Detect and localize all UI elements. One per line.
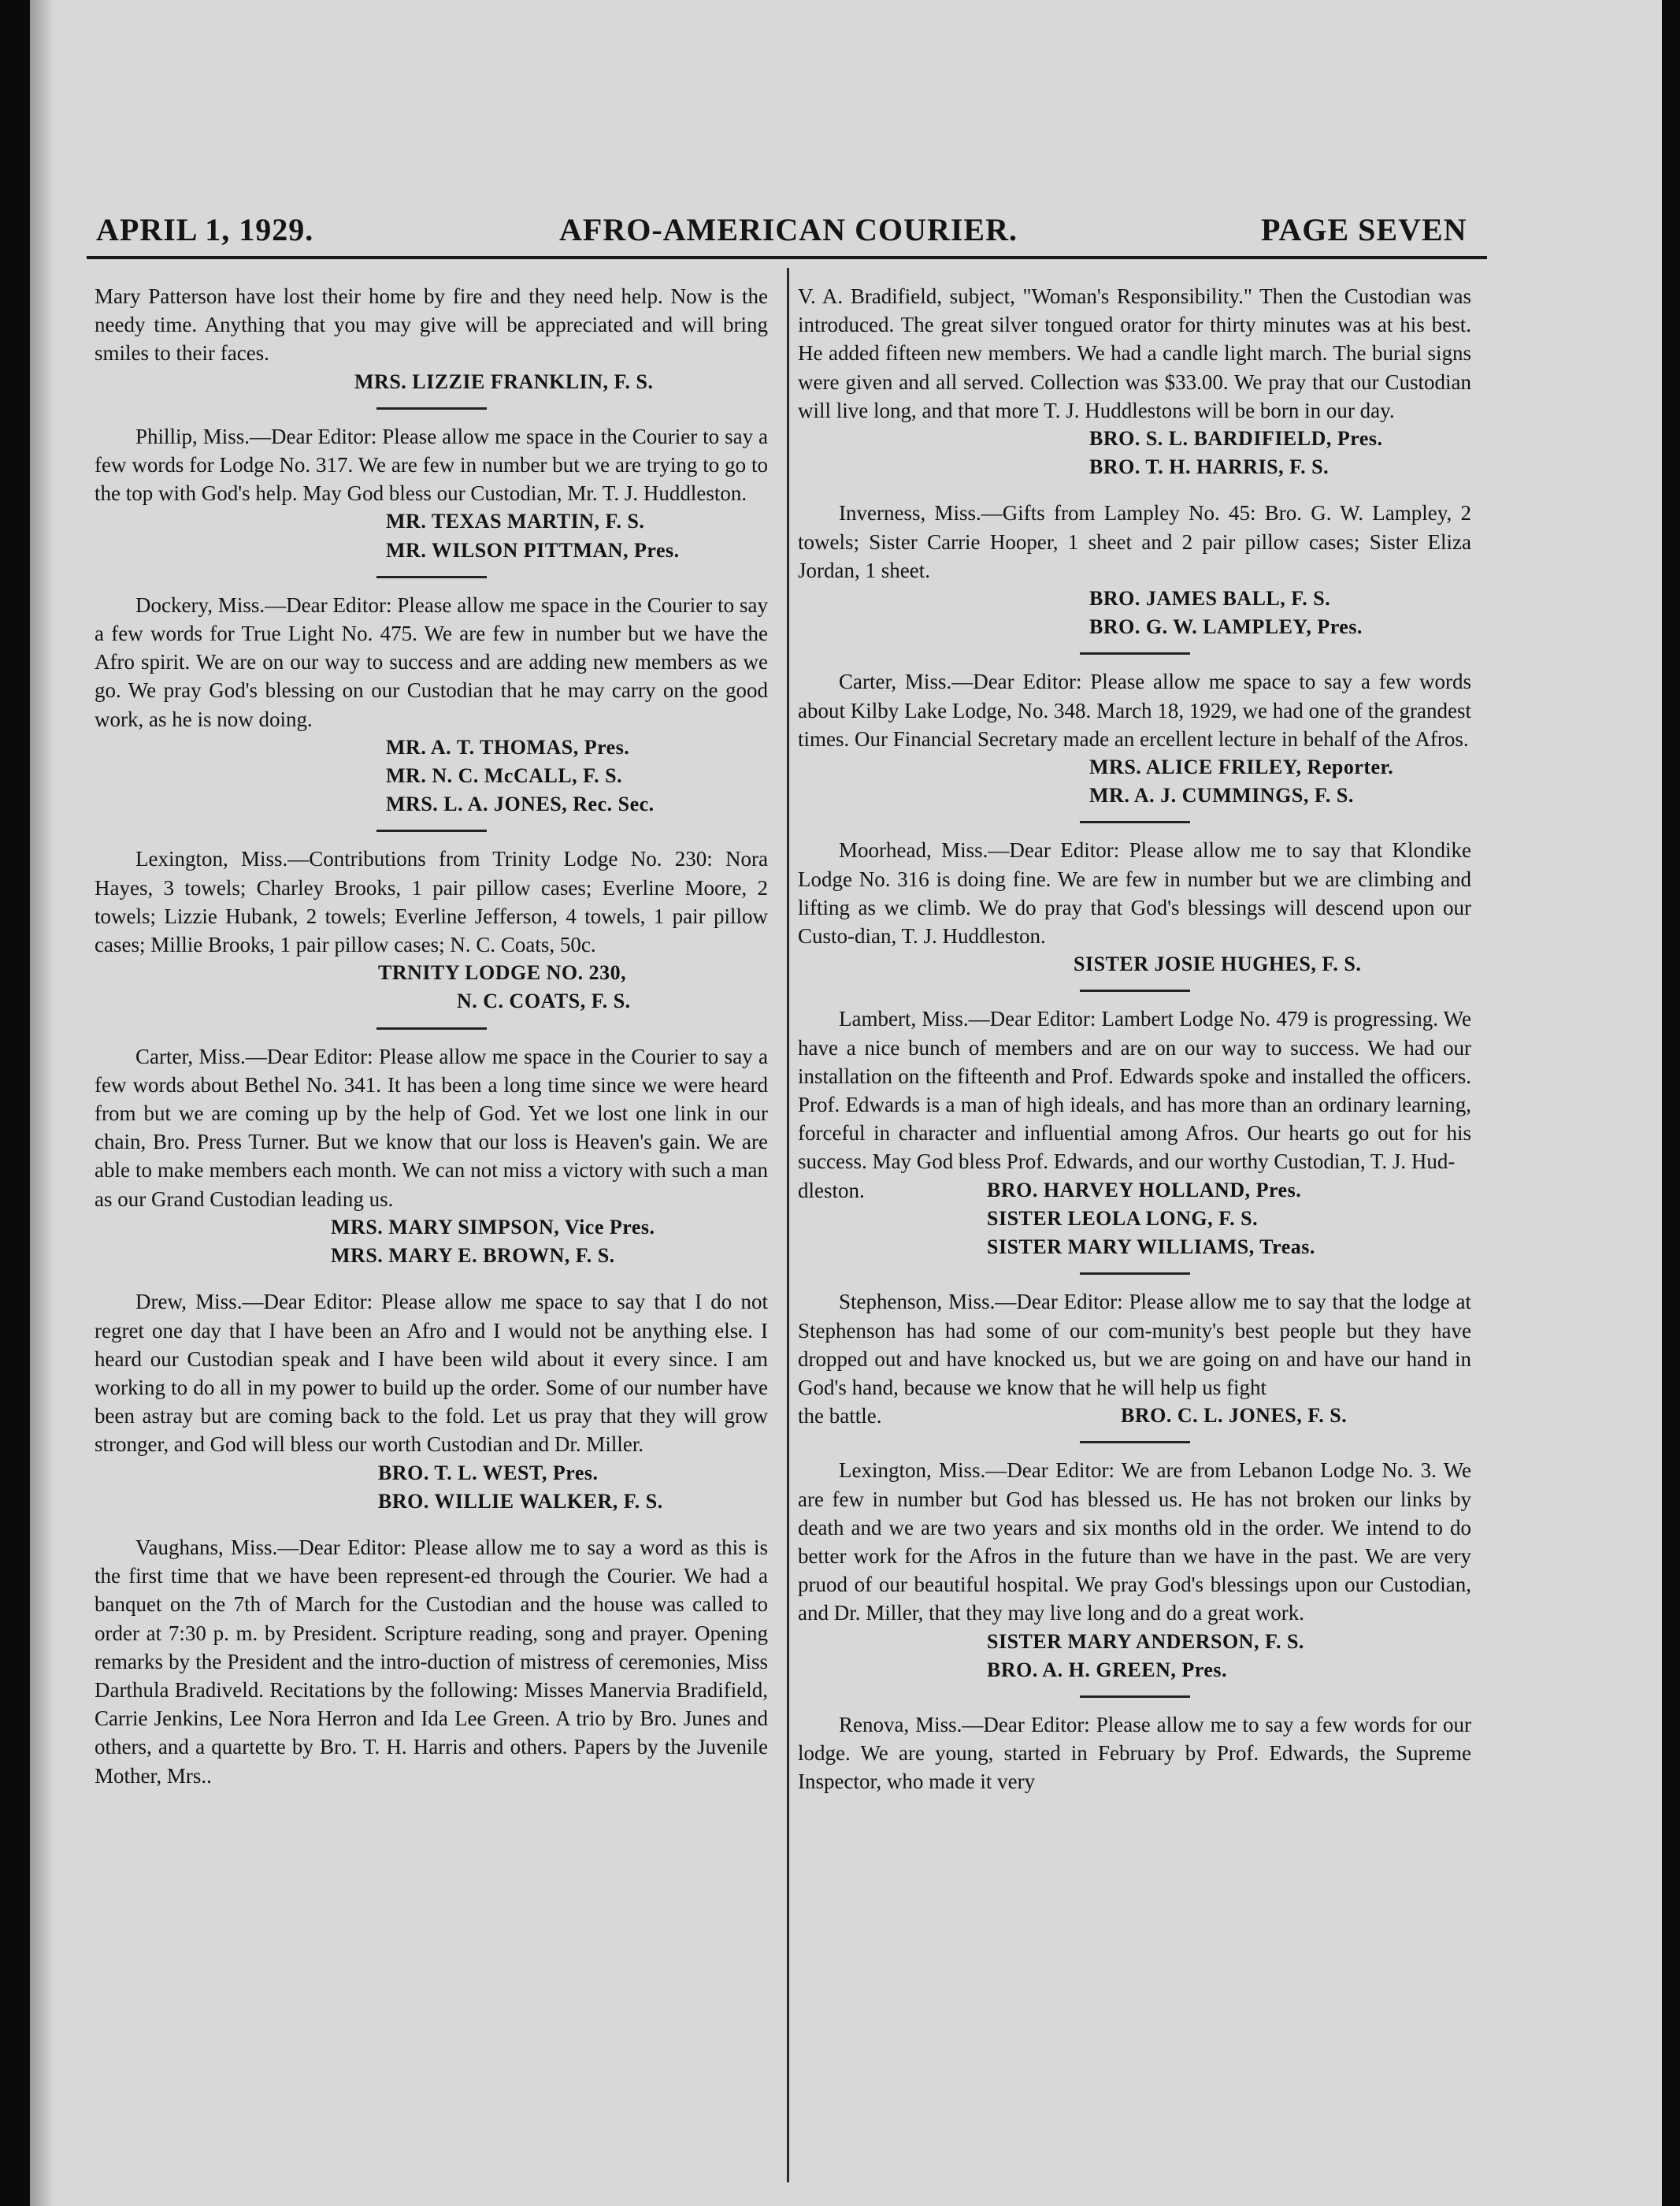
article-text: Dockery, Miss.—Dear Editor: Please allow me space in the Courier to say a few words for True Light No. 475. We are few in number but we have the Afro spirit. We are on our way to success and are adding new members as we go. We pray God's blessing on our Custodian that he may carry on the good work, as he is now doing. xyxy=(95,592,768,731)
article-separator xyxy=(1080,1272,1190,1275)
signature: BRO. JAMES BALL, F. S. xyxy=(1089,587,1331,611)
signature: MRS. MARY E. BROWN, F. S. xyxy=(331,1244,615,1268)
article-separator xyxy=(376,830,487,832)
article-separator xyxy=(1080,652,1190,655)
article-text: Lexington, Miss.—Contributions from Trinity Lodge No. 230: Nora Hayes, 3 towels; Charley Brooks, 1 pair pillow cases; Everline Moore, 2 towels; Lizzie Hubank, 2 towels; Everline Jefferson, 4 towels, 1 pair pillow cases; Millie Brooks, 1 pair pillow cases; N. C. Coats, 50c. xyxy=(95,847,768,957)
article-text: Inverness, Miss.—Gifts from Lampley No. 45: Bro. G. W. Lampley, 2 towels; Sister Carrie Hooper, 1 sheet and 2 pair pillow cases; Sister Eliza Jordan, 1 sheet. xyxy=(798,501,1471,582)
article-text: Renova, Miss.—Dear Editor: Please allow me to say a few words for our lodge. We are young, started in February by Prof. Edwards, the Supreme Inspector, who made it very xyxy=(798,1712,1471,1794)
signature-row xyxy=(798,1402,1471,1430)
signature: SISTER MARY WILLIAMS, Treas. xyxy=(987,1235,1315,1259)
signature: TRNITY LODGE NO. 230, xyxy=(378,961,627,985)
page-edge-shadow xyxy=(30,0,54,2206)
left-column xyxy=(95,282,768,1790)
column-divider xyxy=(787,268,789,2182)
article-separator xyxy=(1080,1695,1190,1698)
signature: MRS. LIZZIE FRANKLIN, F. S. xyxy=(354,370,654,393)
signature: BRO. T. L. WEST, Pres. xyxy=(378,1461,599,1484)
newspaper-page xyxy=(30,0,1662,2206)
signature: BRO. T. H. HARRIS, F. S. xyxy=(1089,455,1330,479)
article-text: Stephenson, Miss.—Dear Editor: Please allow me to say that the lodge at Stephenson has had some of our com-munity's best people but they have dropped out and have knocked us, but we are going on and have our hand in God's hand, because we know that he will help us fight xyxy=(798,1290,1471,1399)
article-separator xyxy=(376,1027,487,1030)
article-text: Vaughans, Miss.—Dear Editor: Please allow me to say a word as this is the first time that we have been represent-ed through the Courier. We had a banquet on the 7th of March for the Custodian and the house was called to order at 7:30 p. m. by President. Scripture reading, song and prayer. Opening remarks by the President and the intro-duction of mistress of ceremonies, Miss Darthula Bradiveld. Recitations by the following: Misses Manervia Bradifield, Carrie Jenkins, Lee Nora Herron and Ida Lee Green. A trio by Bro. Junes and others, and a quartette by Bro. T. H. Harris and others. Papers by the Juvenile Mother, Mrs.. xyxy=(95,1535,768,1788)
article-text: Mary Patterson have lost their home by fire and they need help. Now is the needy time. Anything that you may give will be appreciated and will bring smiles to their faces. xyxy=(95,284,768,366)
signature: BRO. G. W. LAMPLEY, Pres. xyxy=(1089,615,1363,639)
article-separator xyxy=(1080,990,1190,992)
article-text: Carter, Miss.—Dear Editor: Please allow me space in the Courier to say a few words about Bethel No. 341. It has been a long time since we were heard from but we are coming up by the help of God. Yet we lost one link in our chain, Bro. Press Turner. But we know that our loss is Heaven's gain. We are able to make members each month. We can not miss a victory with such a man as our Grand Custodian leading us. xyxy=(95,1044,768,1211)
article-separator xyxy=(1080,1441,1190,1443)
signature: MR. A. T. THOMAS, Pres. xyxy=(386,735,630,759)
spacer xyxy=(95,1270,768,1287)
header-page-number: PAGE SEVEN xyxy=(1261,212,1467,247)
header-rule xyxy=(87,256,1487,259)
article-text: Lexington, Miss.—Dear Editor: We are from Lebanon Lodge No. 3. We are few in number but God has blessed us. He has not broken our links by death and we are two years and six months old in the order. We intend to do better work for the Afros in the future than we have in the past. We are very pruod of our beautiful hospital. We pray God's blessings upon our Custodian, and Dr. Miller, that they may live long and do a great work. xyxy=(798,1458,1471,1625)
signature: BRO. C. L. JONES, F. S. xyxy=(1121,1404,1348,1428)
article-text: Lambert, Miss.—Dear Editor: Lambert Lodge No. 479 is progressing. We have a nice bunch of members and are on our way to success. We had our installation on the fifteenth and Prof. Edwards spoke and installed the officers. Prof. Edwards is a man of high ideals, and has more than an ordinary learning, forceful in character and influential among Afros. Our hearts go out for his success. May God bless Prof. Edwards, and our worthy Custodian, T. J. Hud- xyxy=(798,1007,1471,1174)
signature: BRO. A. H. GREEN, Pres. xyxy=(987,1658,1227,1681)
signature: MR. N. C. McCALL, F. S. xyxy=(386,764,623,788)
signature: BRO. S. L. BARDIFIELD, Pres. xyxy=(1089,427,1383,451)
article-text: Carter, Miss.—Dear Editor: Please allow me space to say a few words about Kilby Lake Lodge, No. 348. March 18, 1929, we had one of the grandest times. Our Financial Secretary made an ercellent lecture in behalf of the Afros. xyxy=(798,670,1471,751)
article-separator xyxy=(376,407,487,410)
signature: BRO. HARVEY HOLLAND, Pres. xyxy=(987,1178,1302,1201)
signature: MR. A. J. CUMMINGS, F. S. xyxy=(1089,784,1354,808)
signature: SISTER JOSIE HUGHES, F. S. xyxy=(1074,953,1362,976)
signature: N. C. COATS, F. S. xyxy=(457,990,631,1013)
spacer xyxy=(798,481,1471,499)
article-text: dleston. xyxy=(798,1178,865,1202)
article-text: the battle. xyxy=(798,1404,882,1428)
signature: MR. TEXAS MARTIN, F. S. xyxy=(386,510,645,533)
signature: BRO. WILLIE WALKER, F. S. xyxy=(378,1489,663,1513)
article-separator xyxy=(1080,821,1190,823)
article-text: Moorhead, Miss.—Dear Editor: Please allow me to say that Klondike Lodge No. 316 is doing fine. We are few in number but we are climbing and lifting as we climb. We do pray that God's blessings will descend upon our Custo-dian, T. J. Huddleston. xyxy=(798,838,1471,949)
article-text: Drew, Miss.—Dear Editor: Please allow me space to say that I do not regret one day that I have been an Afro and I would not be anything else. I heard our Custodian speak and I have been wild about it every since. I am working to do all in my power to build up the order. Some of our number have been astray but are coming back to the fold. Let us pray that they will grow stronger, and God will bless our worth Custodian and Dr. Miller. xyxy=(95,1290,768,1457)
signature: MR. WILSON PITTMAN, Pres. xyxy=(386,538,680,562)
article-text: Phillip, Miss.—Dear Editor: Please allow me space in the Courier to say a few words for Lodge No. 317. We are few in number but we are trying to go to the top with God's help. May God bless our Custodian, Mr. T. J. Huddleston. xyxy=(95,424,768,506)
signature: SISTER LEOLA LONG, F. S. xyxy=(987,1206,1259,1230)
signature: MRS. MARY SIMPSON, Vice Pres. xyxy=(331,1215,655,1239)
signature: MRS. L. A. JONES, Rec. Sec. xyxy=(386,793,655,816)
right-column xyxy=(798,282,1471,1796)
header-date: APRIL 1, 1929. xyxy=(96,212,314,247)
signature: SISTER MARY ANDERSON, F. S. xyxy=(987,1629,1304,1653)
spacer xyxy=(95,1516,768,1533)
article-text: V. A. Bradifield, subject, "Woman's Responsibility." Then the Custodian was introduced. The great silver tongued orator for thirty minutes was at his best. He added fifteen new members. We had a candle light march. The burial signs were given and all served. Collection was $33.00. We pray that our Custodian will live long, and that more T. J. Huddlestons will be born in our day. xyxy=(798,284,1471,422)
article-separator xyxy=(376,576,487,578)
signature: MRS. ALICE FRILEY, Reporter. xyxy=(1089,756,1394,779)
header-title: AFRO-AMERICAN COURIER. xyxy=(559,212,1018,247)
signature-row xyxy=(798,1176,1471,1205)
